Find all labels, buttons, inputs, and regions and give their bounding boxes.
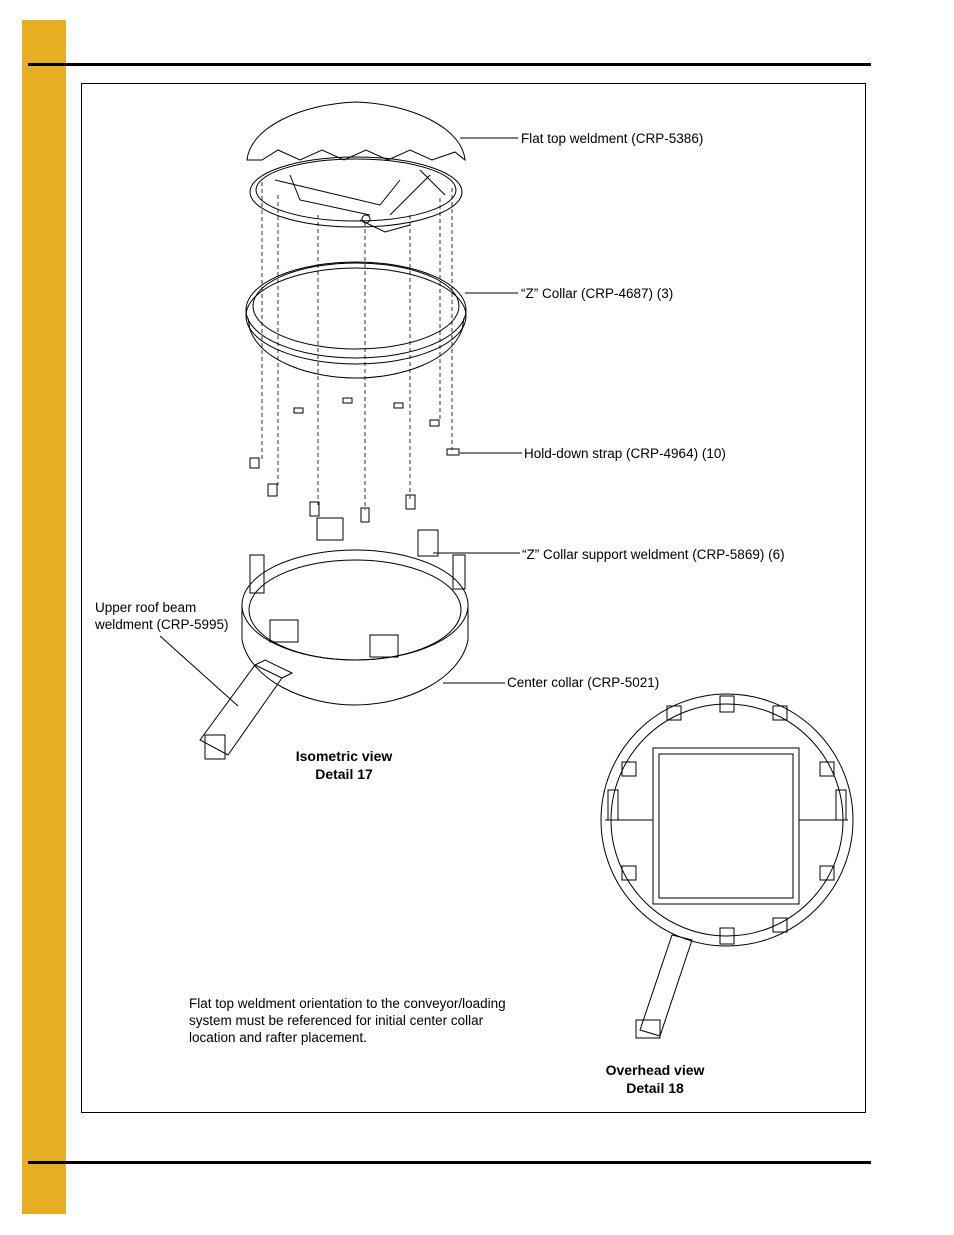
note-line2: system must be referenced for initial center collar	[189, 1013, 484, 1028]
upper-roof-beam	[200, 660, 292, 759]
upper-roof-beam-label-line1: Upper roof beam	[95, 600, 197, 615]
overhead-caption-line1: Overhead view	[605, 1062, 705, 1078]
z-collar	[246, 262, 466, 378]
isometric-caption	[264, 747, 424, 783]
overhead-caption-line2: Detail 18	[626, 1080, 684, 1096]
flat-top-weldment	[247, 102, 465, 232]
overhead-view	[601, 694, 853, 1038]
alignment-lines	[262, 182, 452, 510]
upper-roof-beam-label-line2: weldment (CRP-5995)	[95, 617, 229, 632]
z-collar-label: “Z” Collar (CRP-4687) (3)	[521, 286, 674, 301]
center-collar	[242, 550, 468, 705]
note-line3: location and rafter placement.	[189, 1030, 367, 1045]
overhead-caption	[575, 1061, 735, 1097]
hold-down-straps	[250, 398, 459, 522]
z-collar-support-label: “Z” Collar support weldment (CRP-5869) (6)	[522, 547, 785, 562]
note-line1: Flat top weldment orientation to the conveyor/loading	[189, 996, 506, 1011]
hold-down-strap-label: Hold-down strap (CRP-4964) (10)	[524, 446, 726, 461]
center-collar-label: Center collar (CRP-5021)	[507, 675, 660, 690]
z-collar-supports	[250, 518, 465, 657]
orientation-note	[189, 995, 539, 1046]
flat-top-label: Flat top weldment (CRP-5386)	[521, 131, 704, 146]
isometric-caption-line2: Detail 17	[315, 766, 373, 782]
isometric-caption-line1: Isometric view	[295, 748, 393, 764]
